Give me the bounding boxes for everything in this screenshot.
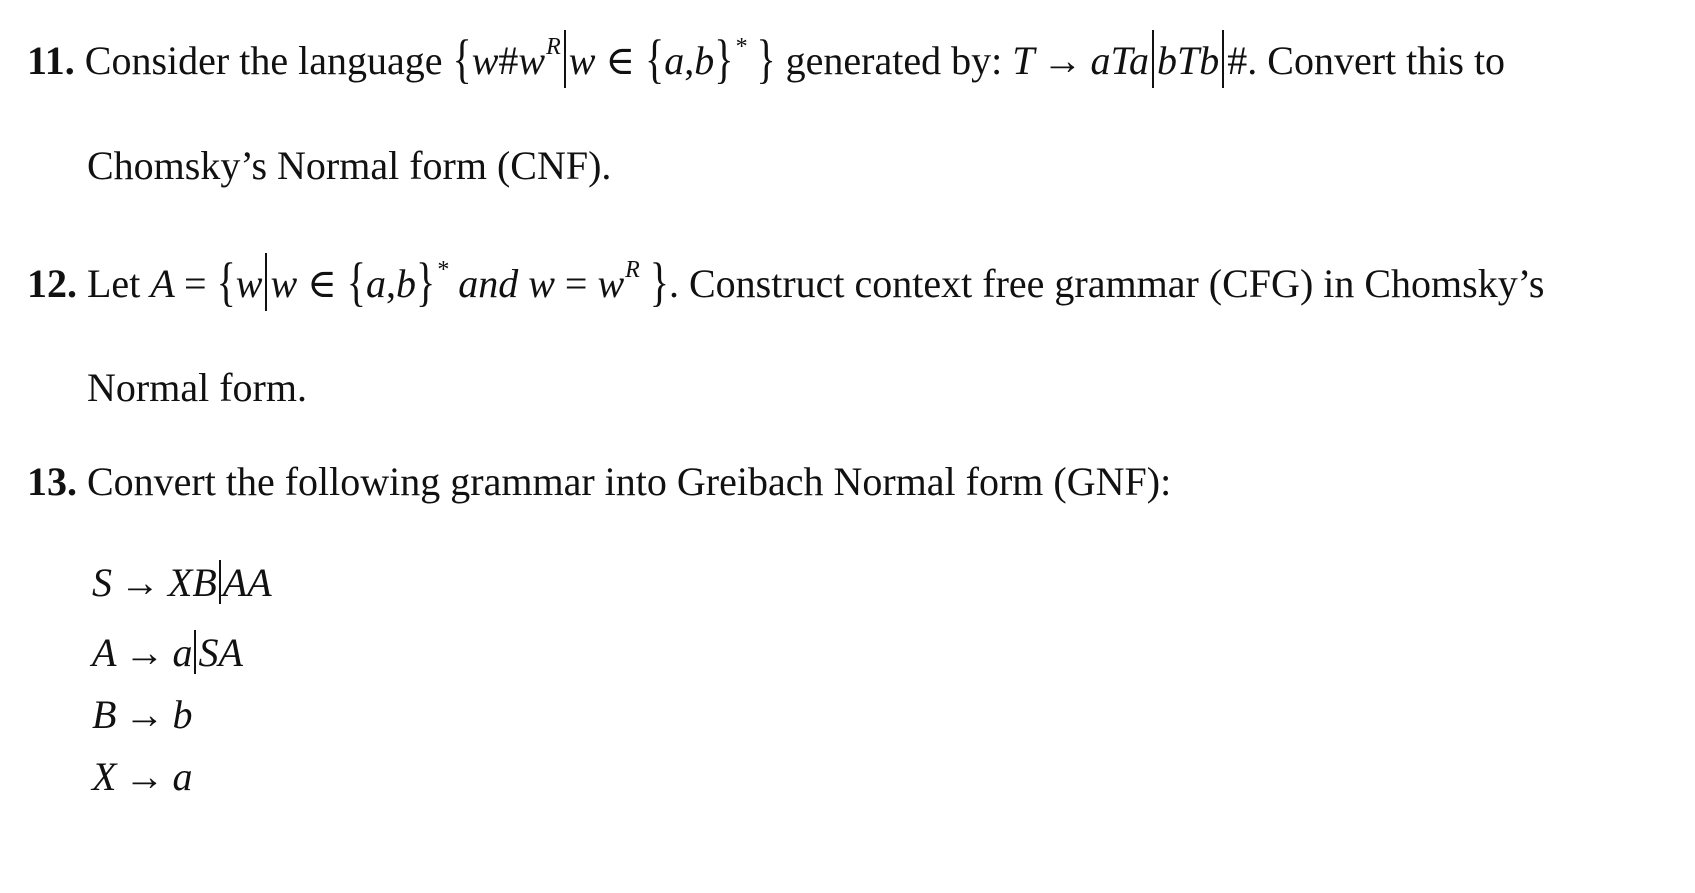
production-b: B → b xyxy=(92,692,193,737)
q11-text-before: Consider the language xyxy=(84,38,443,83)
q11-text-after: . Convert this to xyxy=(1247,38,1506,83)
q13-number: 13. xyxy=(27,459,77,504)
production-x: X → a xyxy=(92,754,193,799)
q12-line-1 xyxy=(27,253,1544,311)
q12-text-before: Let xyxy=(87,261,141,306)
q12-number: 12. xyxy=(27,261,77,306)
q11-number: 11. xyxy=(27,38,75,83)
q11-language-set: {$w\#w^R$ w ∈ {a,b}* } xyxy=(452,28,776,90)
q12-text-after: . Construct context free grammar (CFG) in Chomsky’s xyxy=(669,261,1545,306)
q13-text: Convert the following grammar into Greibach Normal form (GNF): xyxy=(87,459,1172,504)
q13-line-1 xyxy=(27,459,1172,504)
q12-line-2: Normal form. xyxy=(87,365,307,410)
q11-line-1 xyxy=(27,30,1505,88)
q11-grammar: T → aTa bTb # xyxy=(1012,38,1247,83)
q12-set-definition: A = {w w ∈ {a,b}* and $w = w^R$ } xyxy=(150,251,669,313)
q11-text-mid: generated by: xyxy=(785,38,1003,83)
production-a: A → a SA xyxy=(92,630,243,675)
production-s: S → XB AA xyxy=(92,560,272,605)
q11-line-2: Chomsky’s Normal form (CNF). xyxy=(87,143,612,188)
